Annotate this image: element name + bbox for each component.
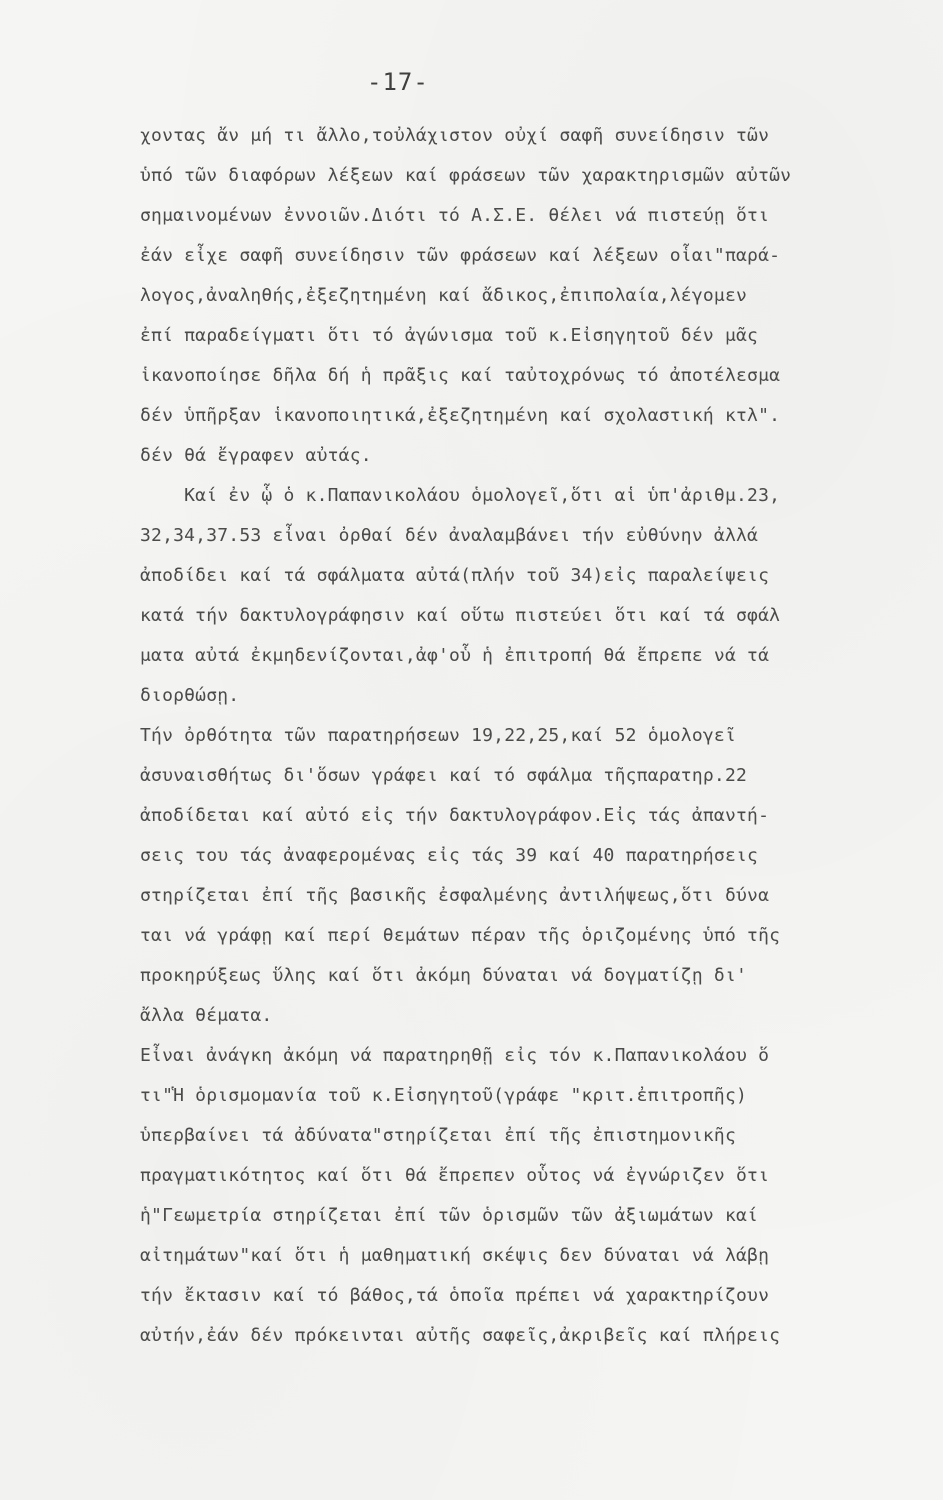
body-text: [140, 116, 910, 1356]
text-line: Τήν ὀρθότητα τῶν παρατηρήσεων 19,22,25,καί 52 ὁμολογεῖ: [140, 725, 736, 746]
text-line: Εἶναι ἀνάγκη ἀκόμη νά παρατηρηθῇ εἰς τόν κ.Παπανικολάου ὅ: [140, 1045, 770, 1066]
text-line: 32,34,37.53 εἶναι ὀρθαί δέν ἀναλαμβάνει τήν εὐθύνην ἀλλά: [140, 525, 759, 546]
text-line: ἀσυναισθήτως δι'ὅσων γράφει καί τό σφάλμα τῆςπαρατηρ.22: [140, 765, 748, 786]
text-line: ματα αὐτά ἐκμηδενίζονται,ἀφ'οὗ ἡ ἐπιτροπή θά ἔπρεπε νά τά: [140, 645, 770, 666]
text-line: κατά τήν δακτυλογράφησιν καί οὕτω πιστεύει ὅτι καί τά σφάλ: [140, 605, 781, 626]
text-line: τήν ἔκτασιν καί τό βάθος,τά ὁποῖα πρέπει νά χαρακτηρίζουν: [140, 1285, 770, 1306]
text-line: λογος,ἀναληθής,ἐξεζητημένη καί ἄδικος,ἐπιπολαία,λέγομεν: [140, 285, 748, 306]
text-line: σεις του τάς ἀναφερομένας εἰς τάς 39 καί 40 παρατηρήσεις: [140, 845, 759, 866]
page-number: -17-: [367, 68, 429, 96]
text-line: στηρίζεται ἐπί τῆς βασικῆς ἐσφαλμένης ἀντιλήψεως,ὅτι δύνα: [140, 885, 770, 906]
text-line: δέν θά ἔγραφεν αὐτάς.: [140, 445, 372, 466]
text-line: σημαινομένων ἐννοιῶν.Διότι τό Α.Σ.Ε. θέλει νά πιστεύῃ ὅτι: [140, 205, 770, 226]
text-line: προκηρύξεως ὕλης καί ὅτι ἀκόμη δύναται νά δογματίζῃ δι': [140, 965, 748, 986]
text-line: αὐτήν,ἐάν δέν πρόκεινται αὐτῆς σαφεῖς,ἀκριβεῖς καί πλήρεις: [140, 1325, 781, 1346]
text-line: ἀποδίδει καί τά σφάλματα αὐτά(πλήν τοῦ 34)εἰς παραλείψεις: [140, 565, 770, 586]
text-line: ἐπί παραδείγματι ὅτι τό ἀγώνισμα τοῦ κ.Εἰσηγητοῦ δέν μᾶς: [140, 325, 759, 346]
text-line: ἐάν εἶχε σαφῆ συνείδησιν τῶν φράσεων καί λέξεων οἷαι"παρά-: [140, 245, 781, 266]
text-line: αἰτημάτων"καί ὅτι ἡ μαθηματική σκέψις δεν δύναται νά λάβῃ: [140, 1245, 770, 1266]
text-line: ἀποδίδεται καί αὐτό εἰς τήν δακτυλογράφον.Εἰς τάς ἀπαντή-: [140, 805, 770, 826]
text-line: διορθώσῃ.: [140, 685, 240, 706]
text-line: ἡ"Γεωμετρία στηρίζεται ἐπί τῶν ὁρισμῶν τῶν ἀξιωμάτων καί: [140, 1205, 759, 1226]
text-line: ὑπερβαίνει τά ἀδύνατα"στηρίζεται ἐπί τῆς ἐπιστημονικῆς: [140, 1125, 736, 1146]
text-line: πραγματικότητος καί ὅτι θά ἔπρεπεν οὗτος νά ἐγνώριζεν ὅτι: [140, 1165, 770, 1186]
text-line: τι"Ἡ ὁρισμομανία τοῦ κ.Εἰσηγητοῦ(γράφε "κριτ.ἐπιτροπῆς): [140, 1085, 748, 1106]
text-line: ται νά γράφῃ καί περί θεμάτων πέραν τῆς ὁριζομένης ὑπό τῆς: [140, 925, 781, 946]
text-line: ἄλλα θέματα.: [140, 1005, 273, 1026]
text-line: δέν ὑπῆρξαν ἱκανοποιητικά,ἐξεζητημένη καί σχολαστική κτλ".: [140, 405, 781, 426]
text-line: ὑπό τῶν διαφόρων λέξεων καί φράσεων τῶν χαρακτηρισμῶν αὐτῶν: [140, 165, 792, 186]
text-line: ἱκανοποίησε δῆλα δή ἡ πρᾶξις καί ταὐτοχρόνως τό ἀποτέλεσμα: [140, 365, 781, 386]
text-line: χοντας ἄν μή τι ἄλλο,τοὐλάχιστον οὐχί σαφῆ συνείδησιν τῶν: [140, 125, 770, 146]
text-line: Καί ἐν ᾧ ὁ κ.Παπανικολάου ὁμολογεῖ,ὅτι αἱ ὑπ'ἀριθμ.23,: [140, 485, 781, 506]
